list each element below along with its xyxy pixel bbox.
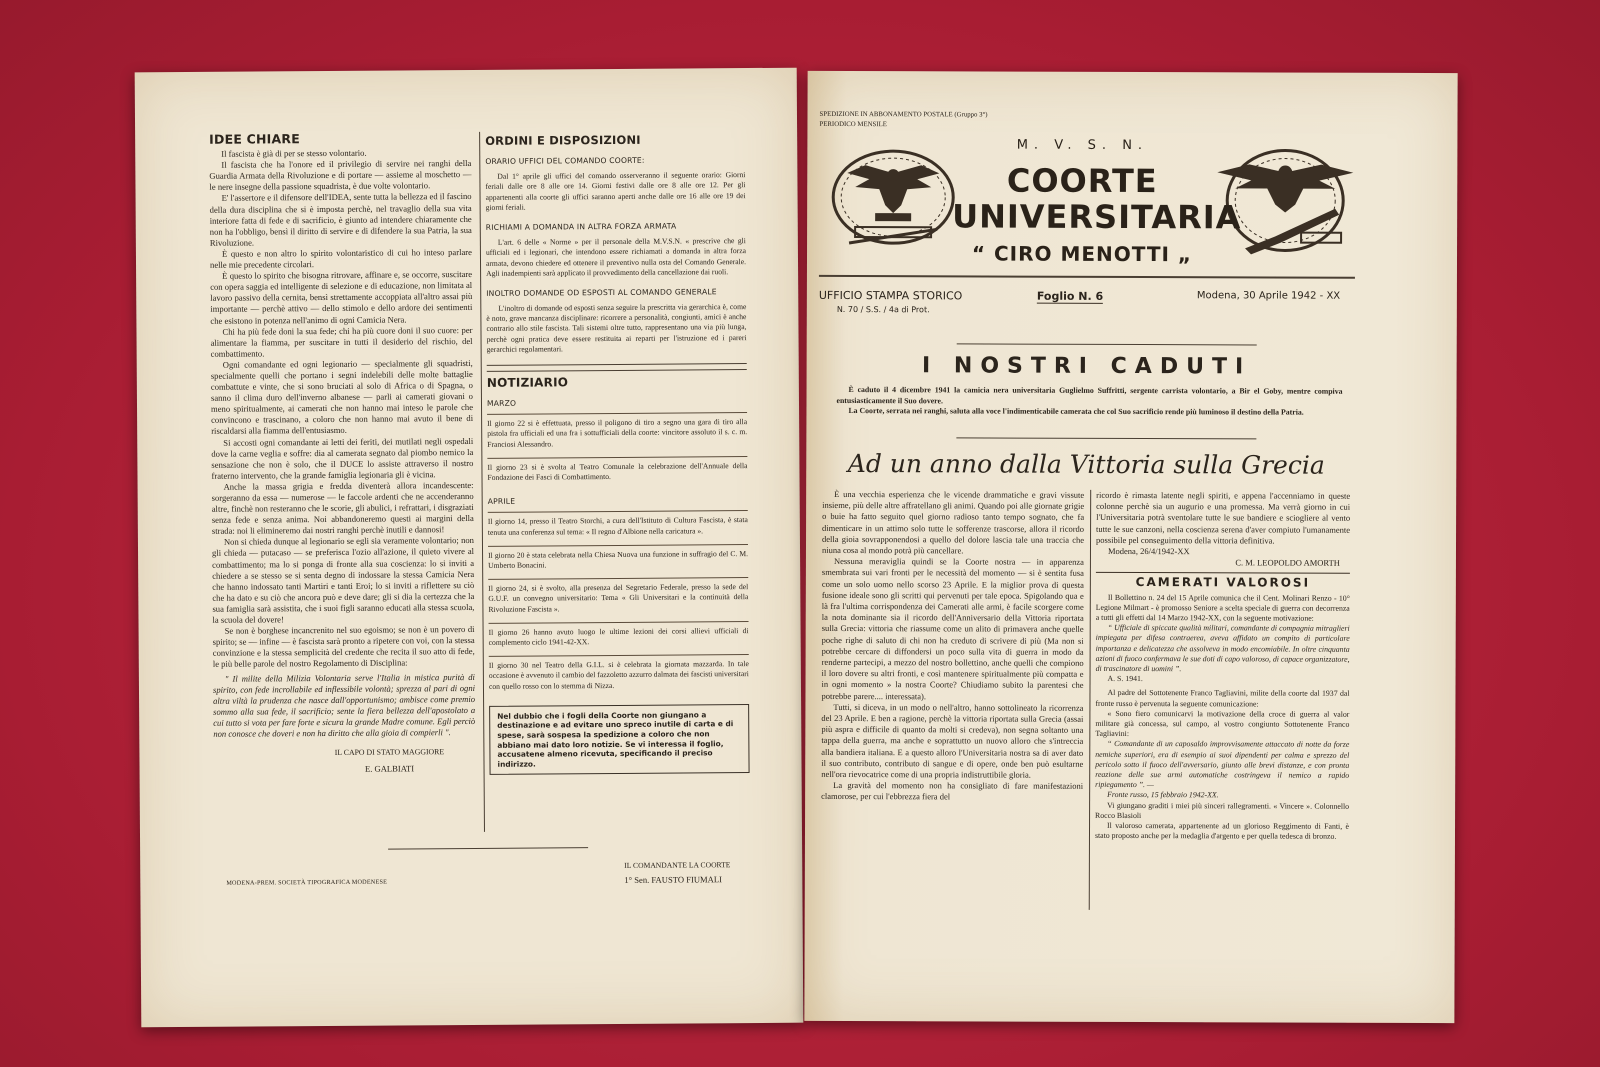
title-universitaria: UNIVERSITARIA <box>952 197 1242 237</box>
camerati-paragraph: Al padre del Sottotenente Franco Tagliavini, milite della coorte dal 1937 dal fronte russo è pervenuta la seguente comunicazione: <box>1095 688 1350 709</box>
camerati-paragraph: Il Bollettino n. 24 del 15 Aprile comunica che il Cent. Molinari Renzo - 10° Legione Milmart - è promosso Seniore a scelta speciale di guerra con decorrenza a tutti gli effetti dal 14 Marzo 1942-XX, con la seguente motivazione: <box>1095 592 1350 623</box>
notiziario-item: Il giorno 24, si è svolto, alla presenza del Segretario Federale, presso la sede del G.U.F. un convegno universitario: Tema « Gli Universitari e la continuità della Rivoluzione Fascista ». <box>488 577 748 618</box>
mvsn-heading: M. V. S. N. <box>1016 137 1149 154</box>
camerati-quote: “ Comandante di un caposaldo improvvisamente attaccato di notte da forze nemiche superiori, era di esempio ai suoi dipendenti per calma e sprezzo del pericolo sotto il fuoco dell'avversario, giunto alle brevi distanze, e con pronta reazione delle sue armi automatiche costringeva il nemico a rapido ripiegamento ”. — <box>1095 739 1350 790</box>
article-paragraph: La gravità del momento non ha consigliato di fare manifestazioni clamorose, per cui l'ebbrezza fiera del <box>821 780 1084 802</box>
article-paragraph: È una vecchia esperienza che le vicende drammatiche e gravi vissute insieme, più delle altre affratellano gli animi. Quando poi alle giornate grigie o buie ha fatto seguito quel giorno radioso tanto tempo sognato, che fa dimenticare in un attimo solo tutte le sofferenze trascorse, allora il ricordo della gioia sovrapponendosi a quello del dolore lascia tale una traccia che niuna cosa al mondo potrà più cancellare. <box>821 488 1085 556</box>
column-divider <box>479 132 485 832</box>
article-title: Ad un anno dalla Vittoria sulla Grecia <box>847 449 1325 480</box>
camerati-paragraph: Il valoroso camerata, appartenente ad un glorioso Reggimento di Fanti, è stato proposto anche per la medaglia d'argento e per quella tedesca di bronzo. <box>1094 821 1350 842</box>
paragraph: Si accosti ogni comandante ai letti dei feriti, dei mutilati negli ospedali dove la carne veglia e soffre: dia al camerata segnato dal piombo nemico la sensazione che non è solo, che il DUCE lo assiste attraverso il nostro fraterno intervento, che la grande famiglia legionaria gli è vicina. <box>211 435 474 481</box>
paragraph: È questo lo spirito che bisogna ritrovare, affinare e, se occorre, suscitare con opera saggia ed intelligente di selezione e di educazione, non limitata al lavoro passivo della cernita, bensì strettamente accoppiata all'altro assai più importante — perchè attivo — dello stimolo e dello ardore dei sentimenti che esistono in potenza nell'animo di ogni Camicia Nera. <box>210 269 473 326</box>
paragraph: Se non è borghese incancrenito nel suo egoismo; se non è un povero di spirito; se — infine — è fascista sarà pronto a ripetere con voi, con la stessa convinzione e la stessa semplicità del credente che recita il suo atto di fede, le più belle parole del nostro Regolamento di Disciplina: <box>212 624 475 670</box>
bottom-rule <box>388 847 588 849</box>
paragraph: Anche la massa grigia e fredda diventerà allora incandescente: sorgeranno da essa — numerose — le faccole ardenti che ne accenderanno altre, finchè non resteranno che le scorie, gli abulici, i refrattari, i disgraziati senza fede e senza anima. Noi abbandoneremo questi ai margini della strada: noi li elimineremo dai nostri ranghi perchè inutili e dannosi! <box>211 479 474 537</box>
article-date: Modena, 26/4/1942-XX <box>1107 545 1190 557</box>
regolamento-quote: " Il milite della Milizia Volontaria serve l'Italia in mistica purità di spirito, con fede incrollabile ed inflessibile volontà; sprezza al pari di ogni altra viltà la prudenza che nasce dall'opportunismo; ambisce come premio sommo alla sua fede, il sacrificio; sente la fiera bellezza dell'apostolato a cui tutto si vota per fare forte e sicura la grande Madre comune. Egli perciò non conosce che doveri e non ha diritto che alla gioia di compierli ". <box>212 671 476 739</box>
caduti-paragraph: È caduto il 4 dicembre 1941 la camicia nera universitaria Guglielmo Suffritti, sergente carrista volontario, a Bir el Goby, mentre compiva entusiasticamente il Suo dovere. <box>836 385 1343 405</box>
caduti-paragraph: La Coorte, serrata nei ranghi, saluta alla voce l'indimenticabile camerata che col Suo sacrificio rende più luminoso il destino della Patria. <box>848 406 1304 417</box>
article-column-2 <box>1095 490 1350 842</box>
camerati-rule <box>1096 572 1350 574</box>
notiziario-heading: NOTIZIARIO <box>486 375 569 390</box>
comandante-name: 1° Sen. FAUSTO FIUMALI <box>624 874 723 885</box>
article-author: C. M. LEOPOLDO AMORTH <box>1235 557 1340 568</box>
camerati-paragraph: Vi giungano graditi i miei più sinceri rallegramenti. « Vincere ». Colonnello Rocco Blasioli <box>1095 800 1350 820</box>
paragraph: Il fascista che ha l'onore ed il privilegio di servire nei ranghi della Guardia Armata della Rivoluzione e di portare — assieme al moschetto — le nere insegne della passione squadrista, è due volte volontario. <box>209 158 472 193</box>
printer-imprint: MODENA-PREM. SOCIETÀ TIPOGRAFICA MODENESE <box>226 878 388 887</box>
caduti-rule-top <box>957 343 1257 345</box>
marzo-heading: MARZO <box>486 398 517 408</box>
foglio-number: Foglio N. 6 <box>1036 289 1104 303</box>
aprile-heading: APRILE <box>487 496 516 507</box>
caduti-rule-bottom <box>956 437 1256 439</box>
notiziario-item: Il giorno 20 è stata celebrata nella Chiesa Nuova una funzione in suffragio del C. M. Umberto Bonacini. <box>488 544 748 575</box>
article-column-divider <box>1089 490 1091 910</box>
camerati-paragraph: « Sono fiero comunicarvi la motivazione della croce di guerra al valor militare già concessa, sul campo, al vostro congiunto Sottotenente Franco Tagliavini: <box>1095 708 1350 739</box>
richiami-heading: RICHIAMI A DOMANDA IN ALTRA FORZA ARMATA <box>485 221 677 232</box>
notiziario-item: Il giorno 23 si è svolta al Teatro Comunale la celebrazione dell'Annuale della Fondazione dei Fasci di Combattimento. <box>487 456 747 487</box>
comandante-title: IL COMANDANTE LA COORTE <box>624 860 731 870</box>
notiziario-rule <box>487 363 747 372</box>
notiziario-item: Il giorno 14, presso il Teatro Storchi, a cura dell'Istituto di Cultura Fascista, è stata tenuta una conferenza sul tema: « Il regno d'Albione nella caricatura ». <box>488 510 748 541</box>
right-page <box>804 71 1457 1023</box>
paragraph: Ogni comandante ed ogni legionario — specialmente gli squadristi, specialmente quelli che portano i segni indelebili delle molte battaglie combattute e vinte, che si sono bruciati al solo di Africa o di Spagna, o sanno il clima duro dell'inverno albanese — parli ai camerati giovani o meno spiritualmente, ai camerati che non hanno mai inteso le parole che convincono e trascinano, a coloro che non hanno mai avuto il bene di riscaldarsi alla fiamma dell'entusiasmo. <box>210 357 474 437</box>
camerati-quote: “ Ufficiale di spiccate qualità militari, comandante di compagnia mitraglieri impiegata per difesa contraerea, aveva affidato un compito di particolare importanza e delicatezza che assolveva in modo encomiabile. In oltre cinquanta azioni di fuoco confermava le sue doti di capo valoroso, di capace organizzatore, di trascinatore di uomini ”. <box>1095 623 1350 674</box>
title-ciro-menotti: “ CIRO MENOTTI „ <box>971 241 1193 267</box>
paragraph: Il fascista è già di per se stesso volontario. <box>221 147 367 159</box>
ordini-heading: ORDINI E DISPOSIZIONI <box>485 132 641 148</box>
capo-stato-maggiore-title: IL CAPO DI STATO MAGGIORE <box>334 747 445 758</box>
camerati-body <box>1095 593 1350 843</box>
paragraph: Non si chieda dunque al legionario se egli sia veramente volontario; non gli chieda — putacaso — se preferisca l'ozio all'azione, il quieto vivere al combattimento; ma lo si ponga di fronte alla sua coscienza: lo si inviti a chiedere a se stesso se si senta degno di indossare la stessa Camicia Nera che hanno indossato tanti Martiri e tanti Eroi; lo si inviti a riflettere su ciò che ha dato e su ciò che ancora può e deve dare; gli si dia la certezza che la sua famiglia sarà assistita, che i suoi figli saranno educati alla stessa scuola, la scuola del dovere! <box>211 535 475 625</box>
article-paragraph: ricordo è rimasta latente negli spiriti, e appena l'accenniamo in queste colonne perchè sia un augurio e una promessa. Ma verrà giorno in cui l'Universitaria potrà sventolare tutte le sue bandiere e sciogliere al vento tutte le sue canzoni, nella coscienza serena d'aver compiuto l'umanamente possibile pel conseguimento della vittoria definitiva. <box>1096 489 1351 546</box>
camerati-title: CAMERATI VALOROSI <box>1135 575 1311 591</box>
richiami-text: L'art. 6 delle « Norme » per il personale della M.V.S.N. « prescrive che gli ufficiali ed i legionari, che intendono essere richiamati a domanda in altra forza armata, devono chiedere ed ottenere il preventivo nulla osta del Comando Generale. Agli inadempienti sarà applicato il provvedimento della cancellazione dai ruoli. <box>485 236 747 278</box>
orario-text: Dal 1° aprile gli uffici del comando osserveranno il seguente orario: Giorni feriali dalle ore 8 alle ore 14. Giorni festivi dalle ore 8 alle ore 12. Per gli appartenenti alla coorte gli uffici saranno aperti anche dalle ore 16 alle ore 19 dei giorni feriali. <box>485 170 746 212</box>
periodico-note: PERIODICO MENSILE <box>819 120 887 129</box>
idee-chiare-column <box>209 132 475 776</box>
caduti-title: I NOSTRI CADUTI <box>922 353 1252 380</box>
camerati-as: A. S. 1941. <box>1107 674 1143 684</box>
notice-box-text: Nel dubbio che i fogli della Coorte non giungano a destinazione e ad evitare uno spreco inutile di carta e di spese, sarà sospesa la spedizione a coloro che non abbiano mai dato loro notizie. Se vi interessa il foglio, accusatene almeno ricevuta, specificando il preciso indirizzo. <box>497 710 734 769</box>
ufficio-stampa: UFFICIO STAMPA STORICO <box>818 288 963 303</box>
idee-chiare-heading: IDEE CHIARE <box>209 131 300 147</box>
paragraph: È questo e non altro lo spirito volontaristico di cui ho inteso parlare nelle mie precedente circolari. <box>209 246 472 270</box>
notice-box <box>489 704 749 775</box>
left-page <box>135 68 804 1028</box>
article-paragraph: Tutti, si diceva, in un modo o nell'altro, hanno sottolineato la ricorrenza del 23 Aprile. E ben a ragione, perchè la vittoria riportata sulla Grecia (assai più aspra e difficile di quanto da molti si credeva), non segna soltanto una tappa della guerra, ma anche e soprattutto un nuovo alloro che s'intreccia alla bandiera italiana. E a questo alloro l'Universitaria nostra sa di aver dato il suo contributo, contributo di sangue e di opere, onde ben può esultarne nell'ora rievocatrice come di una propria indistruttibile gloria. <box>821 701 1084 780</box>
notiziario-item: Il giorno 30 nel Teatro della G.I.L. si è celebrata la giornata mazzarda. In tale occasione è avvenuto il cambio del fazzoletto azzurro dalmata dei fascisti universitari con quello rosso con lo stemma di Nizza. <box>489 654 749 695</box>
paragraph: E' l'assertore e il difensore dell'IDEA, sente tutta la bellezza ed il fascino della dura disciplina che si è imposta perchè, nel travaglio della sua vita interiore fatta di fede e di sacrificio, è giunto ad intendere chiaramente che non ha l'obbligo, bensì il diritto di servire e di difendere la sua Patria, la sua Rivoluzione. <box>209 191 472 248</box>
title-coorte: COORTE <box>1006 161 1158 201</box>
article-column-1 <box>821 489 1084 804</box>
masthead-rule <box>819 275 1355 279</box>
notiziario-item: Il giorno 26 hanno avuto luogo le ultime lezioni dei corsi allievi ufficiali di complemento ciclo 1941-42-XX. <box>489 621 749 652</box>
spedizione-note: SPEDIZIONE IN ABBONAMENTO POSTALE (Gruppo 3°) <box>819 110 988 119</box>
protocol-number: N. 70 / S.S. / 4a di Prot. <box>836 304 930 315</box>
orario-heading: ORARIO UFFICI DEL COMANDO COORTE: <box>485 155 645 166</box>
eagle-emblem-left-icon <box>825 143 961 255</box>
ordini-column <box>485 134 749 775</box>
camerati-fronte: Fronte russo, 15 febbraio 1942-XX. <box>1107 790 1219 800</box>
capo-stato-maggiore-name: E. GALBIATI <box>364 763 415 774</box>
article-paragraph: Nessuna meraviglia quindi se la Coorte nostra — in apparenza smembrata sui vari fronti per le necessità del momento — si è sentita fusa come un solo uomo nello scorso 23 Aprile. E la miglior prova di questa fusione ideale sono gli scritti qui pervenuti per tale epoca. Spigolando qua e là fra l'ultima corrispondenza dei Camerati alle armi, è facile scorgere come la nota dominante sia il ricordo dell'Anniversario della Vittoria riportata sulla Grecia: vittoria che riassume come un alito di primavera anche quelle poche righe di saluto di chi non ha creduto di scrivere di più (Ma non si potrebbe cercare di diffondersi un poco sulla vita di guerra in modo da renderne partecipi, a mezzo del nostro bollettino, anche quelli che compiono il loro dovere su altri fronti, e così mantenere spiritualmente più compatta e in ogni momento » la nostra Coorte? Chiudiamo subito la parentesi che potrebbe parere.... interessata). <box>821 556 1084 701</box>
inoltro-heading: INOLTRO DOMANDE OD ESPOSTI AL COMANDO GENERALE <box>486 287 717 298</box>
caduti-text <box>836 385 1342 419</box>
paragraph: Chi ha più fede doni la sua fede; chi ha più cuore doni il suo cuore: per alimentare la fiamma, per suscitare in tutti il desiderio del rischio, del combattimento. <box>210 324 473 359</box>
issue-date: Modena, 30 Aprile 1942 - XX <box>1196 290 1341 302</box>
inoltro-text: L'inoltro di domande od esposti senza seguire la prescritta via gerarchica è, come è noto, grave mancanza disciplinare: ricorrere a personalità, congiunti, amici è anche contrario allo stile fascista. Tali sistemi oltre tutto, rappresentano una via più lunga, perchè ogni pratica deve essere restituita ai reparti per l'istruzione ed i pareri gerarchici regolamentari. <box>486 302 747 354</box>
notiziario-item: Il giorno 22 si è effettuata, presso il poligono di tiro a segno una gara di tiro alla pistola fra ufficiali ed una fra i sottufficiali della coorte: vincitore assoluto il s. c. m. Franciosi Alessandro. <box>487 412 747 453</box>
